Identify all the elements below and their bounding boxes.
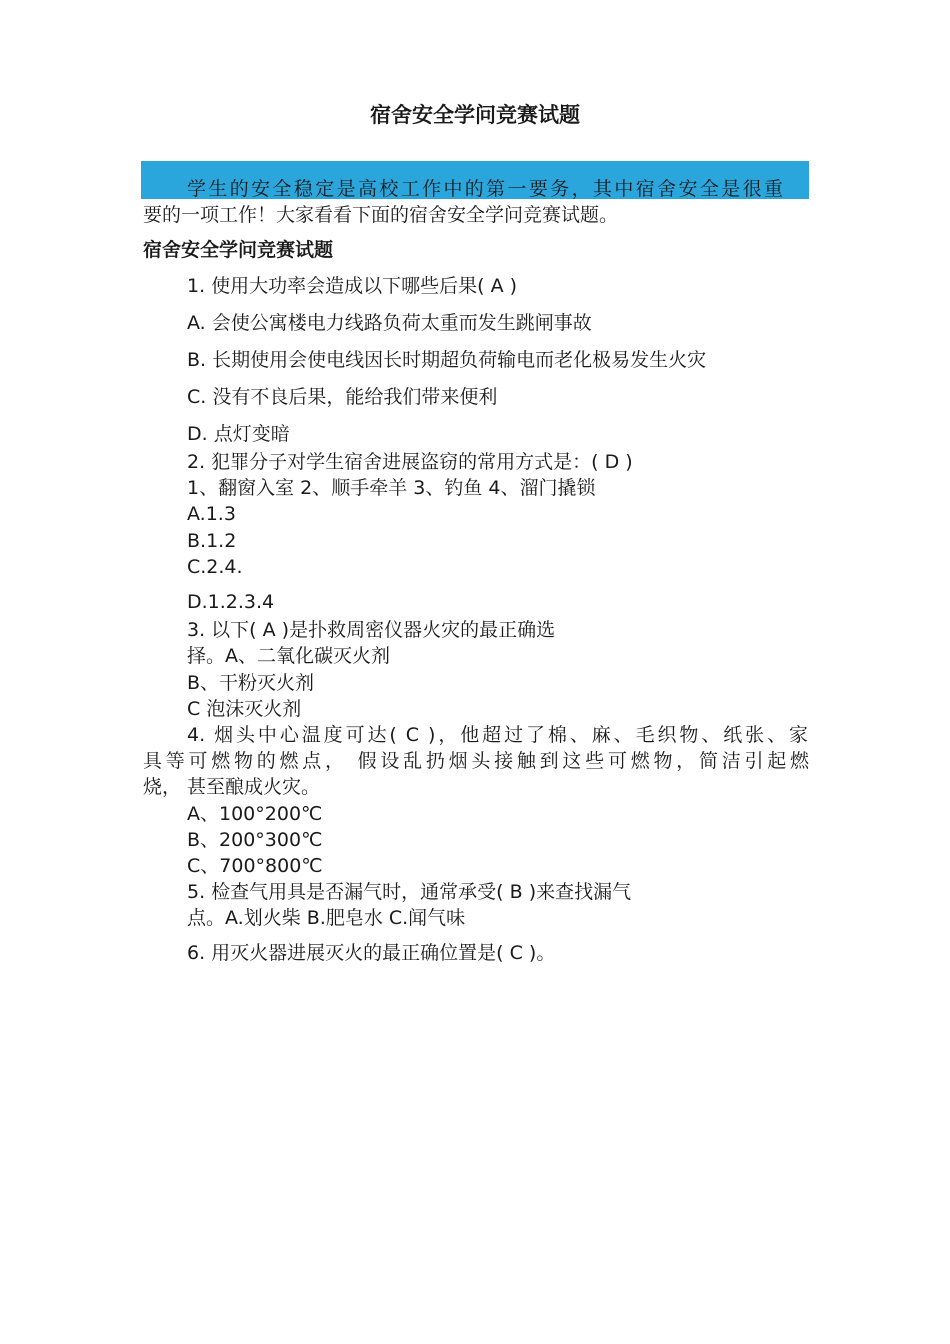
q2-option-b: B.1.2 — [187, 530, 237, 552]
q1-option-a: A. 会使公寓楼电力线路负荷太重而发生跳闸事故 — [187, 312, 592, 334]
q2-question: 2. 犯罪分子对学生宿舍进展盗窃的常用方式是：( D ) — [187, 451, 633, 473]
q6-question: 6. 用灭火器进展灭火的最正确位置是( C )。 — [187, 942, 556, 964]
section-heading: 宿舍安全学问竞赛试题 — [143, 239, 334, 261]
q1-option-c: C. 没有不良后果，能给我们带来便利 — [187, 386, 498, 408]
document-title: 宿舍安全学问竞赛试题 — [370, 103, 580, 127]
q1-question: 1. 使用大功率会造成以下哪些后果( A ) — [187, 275, 518, 297]
q4-option-b: B、200°300℃ — [187, 829, 323, 851]
q1-option-b: B. 长期使用会使电线因长时期超负荷输电而老化极易发生火灾 — [187, 349, 707, 371]
intro-line-1: 学生的安全稳定是高校工作中的第一要务，其中宿舍安全是很重 — [187, 178, 783, 200]
q2-option-c: C.2.4. — [187, 556, 243, 578]
q2-items: 1、翻窗入室 2、顺手牵羊 3、钓鱼 4、溜门撬锁 — [187, 477, 596, 499]
q2-option-d: D.1.2.3.4 — [187, 591, 275, 613]
q5-question: 5. 检查气用具是否漏气时，通常承受( B )来查找漏气 — [187, 881, 632, 903]
q3-line-2: 择。A、二氧化碳灭火剂 — [187, 645, 390, 667]
intro-line-2: 要的一项工作！大家看看下面的宿舍安全学问竞赛试题。 — [143, 204, 619, 226]
q5-line-2: 点。A.划火柴 B.肥皂水 C.闻气味 — [187, 907, 466, 929]
q3-question: 3. 以下( A )是扑救周密仪器火灾的最正确选 — [187, 619, 556, 641]
q4-option-a: A、100°200℃ — [187, 803, 323, 825]
q4-option-c: C、700°800℃ — [187, 855, 323, 877]
q1-option-d: D. 点灯变暗 — [187, 423, 290, 445]
q4-line-2: 具等可燃物的燃点， 假设乱扔烟头接触到这些可燃物，简洁引起燃 — [143, 750, 809, 772]
q3-option-b: B、干粉灭火剂 — [187, 672, 315, 694]
q4-line-1: 4. 烟头中心温度可达( C )，他超过了棉、麻、毛织物、纸张、家 — [187, 724, 808, 746]
q2-option-a: A.1.3 — [187, 503, 236, 525]
q3-option-c: C 泡沫灭火剂 — [187, 698, 302, 720]
q4-line-3: 烧， 甚至酿成火灾。 — [143, 776, 321, 798]
